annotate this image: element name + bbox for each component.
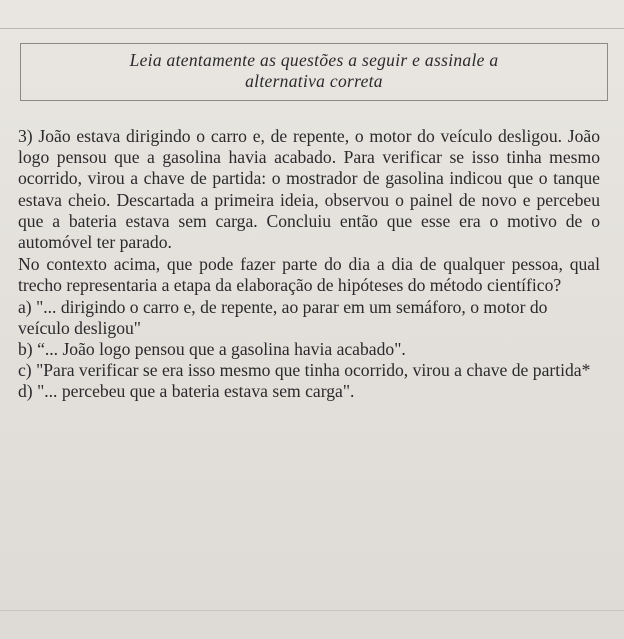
option-d-text: "... percebeu que a bateria estava sem carga". [37,381,355,402]
option-c [18,360,600,381]
option-a-letter: a) [18,296,32,317]
top-divider [0,28,624,29]
option-c-text: "Para verificar se era isso mesmo que tinha ocorrido, virou a chave de partida* [36,360,591,381]
option-b [18,339,600,360]
instruction-line-1: Leia atentamente as questões a seguir e assinale a [129,50,499,70]
option-a-text: "... dirigindo o carro e, de repente, ao parar em um semáforo, o motor do veículo desligou" [18,296,548,338]
question-text: 3) João estava dirigindo o carro e, de repente, o motor do veículo desligou. João logo pensou que a gasolina havia acabado. Para verificar se isso tinha mesmo ocorrido, virou a chave de partida: o mostrador de gasolina indicou que o tanque estava cheio. Descartada a primeira ideia, observou o painel de novo e percebeu que a bateria estava sem carga. Concluiu então que esse era o motivo de o automóvel ter parado. [18,126,600,253]
question-body [18,126,600,403]
option-b-letter: b) [18,339,33,360]
instruction-line-2: alternativa correta [245,71,383,91]
instruction-box [20,43,608,101]
option-d [18,381,600,402]
bottom-divider [0,610,624,611]
option-c-letter: c) [18,360,32,381]
option-b-text: “... João logo pensou que a gasolina havia acabado". [37,339,406,360]
question-prompt: No contexto acima, que pode fazer parte do dia a dia de qualquer pessoa, qual trecho representaria a etapa da elaboração de hipóteses do método científico? [18,254,600,296]
option-a [18,297,600,339]
option-d-letter: d) [18,381,33,402]
